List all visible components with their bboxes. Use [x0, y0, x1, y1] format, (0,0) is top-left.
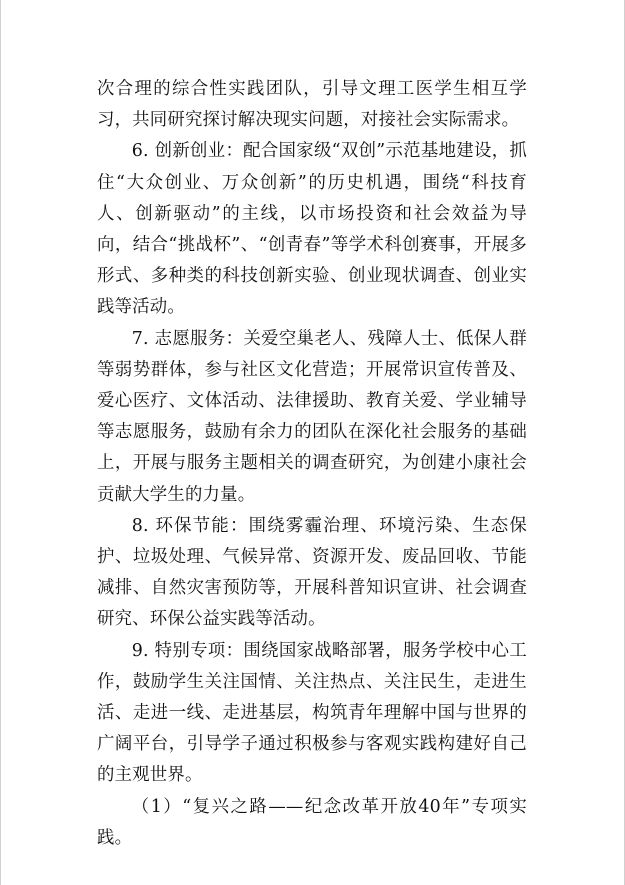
paragraph-item-7-volunteer: 7. 志愿服务：关爱空巢老人、残障人士、低保人群等弱势群体，参与社区文化营造；开展常识宣传普及、爱心医疗、文体活动、法律援助、教育关爱、学业辅导等志愿服务，鼓励有余力的团队在深化社会服务的基础上，开展与服务主题相关的调查研究，为创建小康社会贡献大学生的力量。	[97, 328, 527, 505]
paragraph-item-6-innovation: 6. 创新创业：配合国家级“双创”示范基地建设，抓住“大众创业、万众创新”的历史机遇，围绕“科技育人、创新驱动”的主线，以市场投资和社会效益为导向，结合“挑战杯”、“创青春”等学术科创赛事，开展多形式、多种类的科技创新实验、创业现状调查、创业实践等活动。	[97, 141, 527, 318]
document-body	[97, 74, 527, 854]
paragraph-sub-item-1: （1）“复兴之路——纪念改革开放40年”专项实践。	[97, 796, 527, 848]
paragraph-continuation: 次合理的综合性实践团队，引导文理工医学生相互学习，共同研究探讨解决现实问题，对接社会实际需求。	[97, 79, 527, 131]
paragraph-item-8-environment: 8. 环保节能：围绕雾霾治理、环境污染、生态保护、垃圾处理、气候异常、资源开发、废品回收、节能减排、自然灾害预防等，开展科普知识宣讲、社会调查研究、环保公益实践等活动。	[97, 515, 527, 630]
paragraph-item-9-special: 9. 特别专项：围绕国家战略部署，服务学校中心工作，鼓励学生关注国情、关注热点、关注民生，走进生活、走进一线、走进基层，构筑青年理解中国与世界的广阔平台，引导学子通过积极参与客观实践构建好自己的主观世界。	[97, 640, 527, 786]
